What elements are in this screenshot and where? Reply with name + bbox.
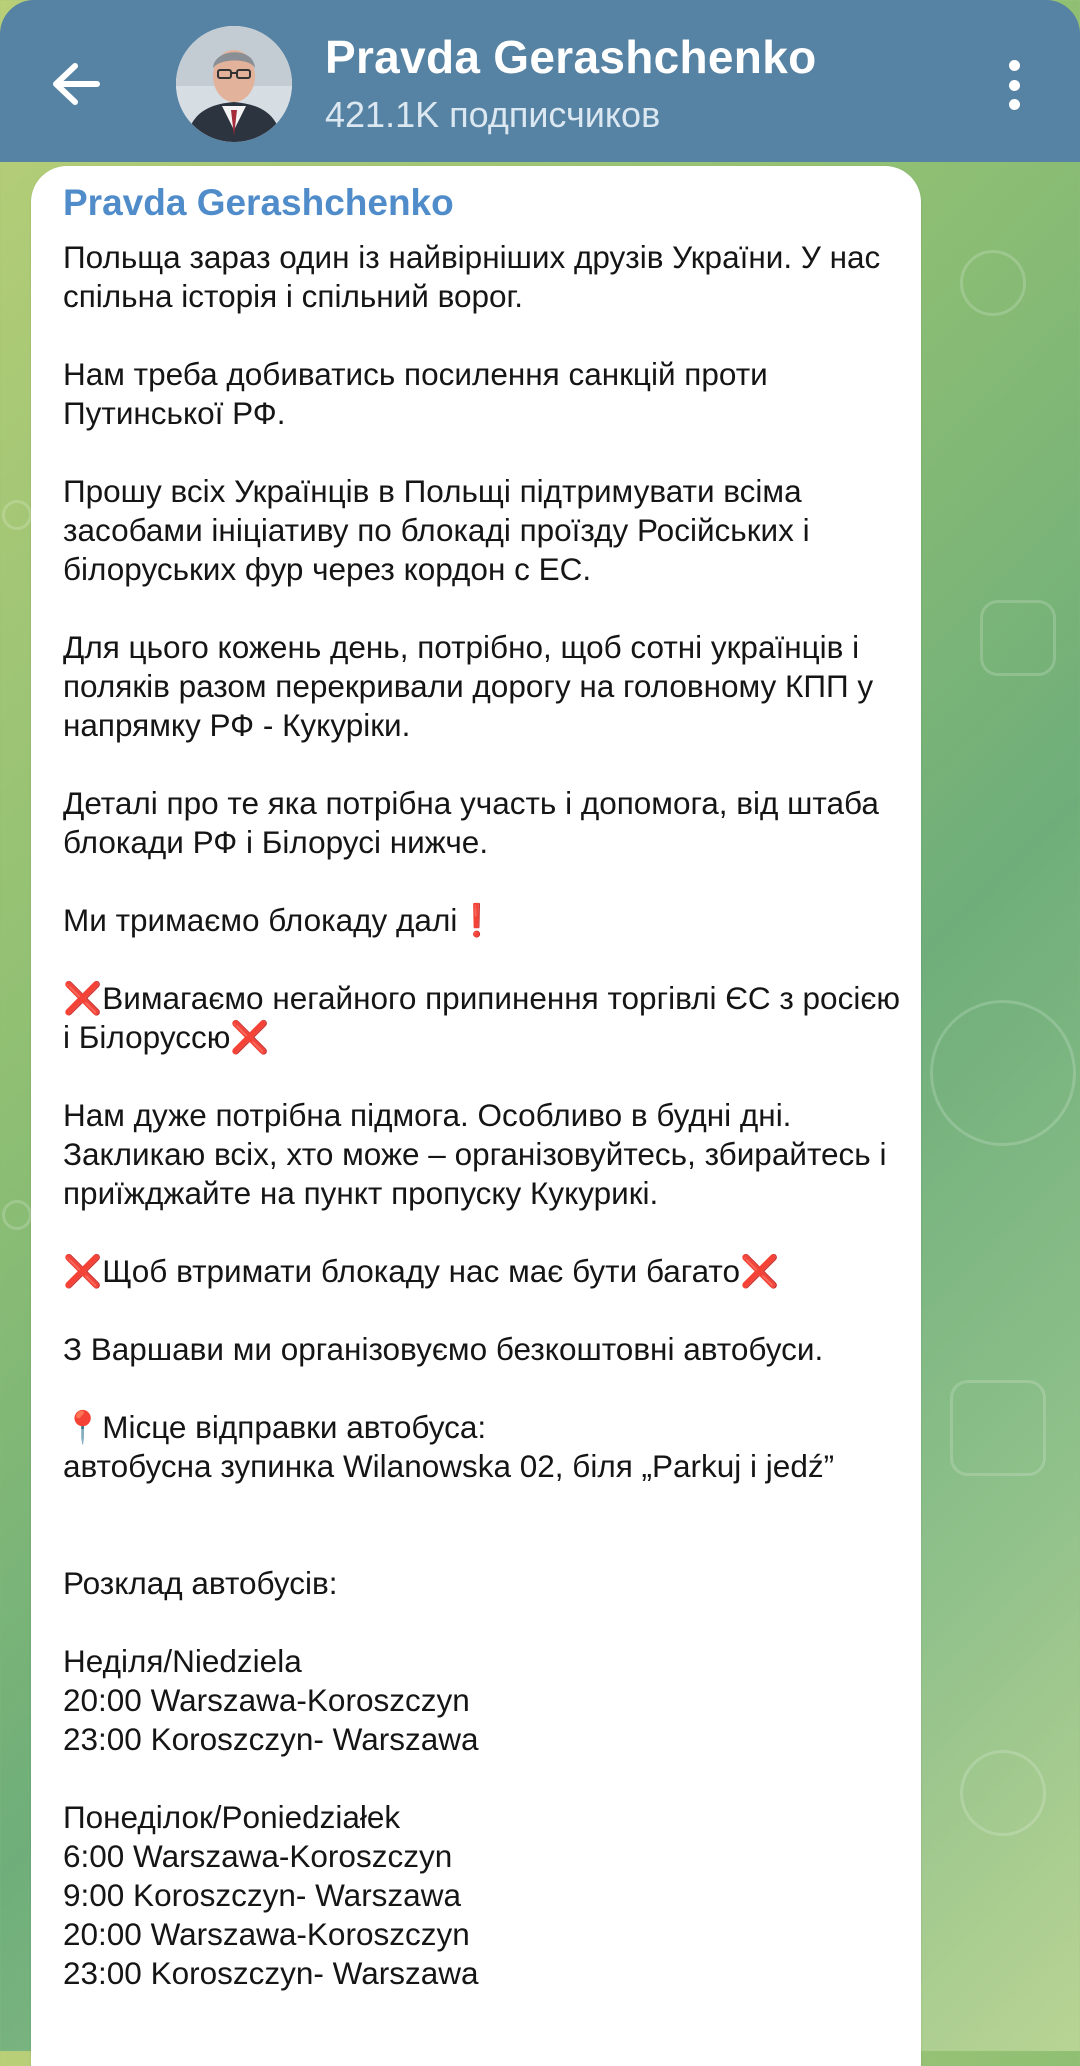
message-paragraph: Розклад автобусів: <box>63 1565 338 1601</box>
wallpaper-doodle <box>980 600 1056 676</box>
message-paragraph: Прошу всіх Українців в Польщі підтримувати всіма засобами ініціативу по блокаді проїзду Російських і білоруських фур через кордон с ЕС. <box>63 473 810 587</box>
more-vertical-icon <box>1009 60 1020 71</box>
channel-avatar[interactable] <box>176 26 292 142</box>
wallpaper-doodle <box>930 1000 1076 1146</box>
message-paragraph: Нам дуже потрібна підмога. Особливо в будні дні. Закликаю всіх, хто може – організовуйтесь, збирайтесь і приїжджайте на пункт пропуску Кукурикі. <box>63 1097 887 1211</box>
more-vertical-icon <box>1009 99 1020 110</box>
message-paragraph: Ми тримаємо блокаду далі❗ <box>63 902 497 938</box>
arrow-left-icon <box>51 62 101 106</box>
message-text <box>63 238 903 2032</box>
message-paragraph: 📍Місце відправки автобуса: автобусна зупинка Wilanowska 02, біля „Parkuj i jedź” <box>63 1409 835 1484</box>
message-paragraph: Нам треба добиватись посилення санкцій проти Путинської РФ. <box>63 356 768 431</box>
wallpaper-doodle <box>960 1750 1046 1836</box>
wallpaper-doodle <box>2 500 32 530</box>
message-paragraph: Деталі про те яка потрібна участь і допомога, від штаба блокади РФ і Білорусі нижче. <box>63 785 879 860</box>
wallpaper-doodle <box>960 250 1026 316</box>
more-vertical-icon <box>1009 80 1020 91</box>
message-paragraph: Польща зараз один із найвірніших друзів України. У нас спільна історія і спільний ворог. <box>63 239 881 314</box>
avatar-photo <box>176 26 292 142</box>
back-button[interactable] <box>44 56 108 112</box>
chat-header <box>0 0 1080 162</box>
channel-title[interactable]: Pravda Gerashchenko <box>325 31 817 83</box>
more-menu-button[interactable] <box>990 60 1038 110</box>
schedule-sunday: Неділя/Niedziela 20:00 Warszawa-Koroszczyn 23:00 Koroszczyn- Warszawa <box>63 1643 479 1757</box>
message-paragraph: ❌Вимагаємо негайного припинення торгівлі ЄС з росією і Білоруссю❌ <box>63 980 901 1055</box>
wallpaper-doodle <box>950 1380 1046 1476</box>
message-paragraph: ❌Щоб втримати блокаду нас має бути багато❌ <box>63 1253 780 1289</box>
subscriber-count: 421.1K подписчиков <box>325 94 661 135</box>
wallpaper-doodle <box>2 1200 32 1230</box>
schedule-monday: Понеділок/Poniedziałek 6:00 Warszawa-Koroszczyn 9:00 Koroszczyn- Warszawa 20:00 Warszawa-Koroszczyn 23:00 Koroszczyn- Warszawa <box>63 1799 479 1991</box>
message-sender-name[interactable]: Pravda Gerashchenko <box>63 182 454 223</box>
message-paragraph: Для цього кожень день, потрібно, щоб сотні українців і поляків разом перекривали дорогу на головному КПП у напрямку РФ - Кукуріки. <box>63 629 874 743</box>
message-paragraph: З Варшави ми організовуємо безкоштовні автобуси. <box>63 1331 824 1367</box>
